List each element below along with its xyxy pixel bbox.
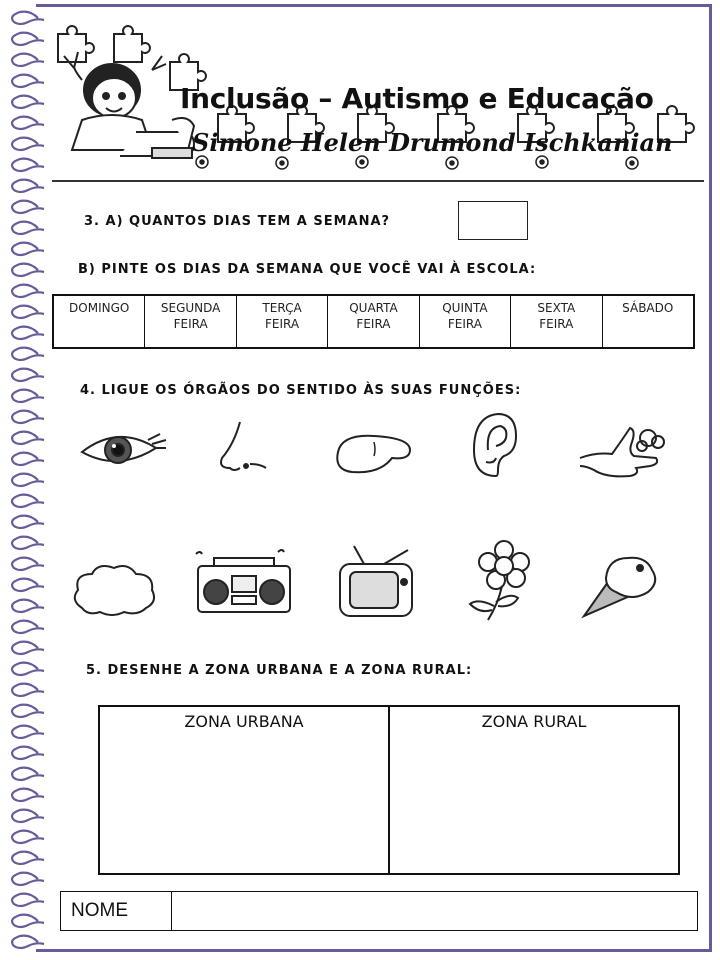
zones-table — [98, 705, 680, 875]
day-cell-sabado[interactable]: SÁBADO — [622, 301, 674, 315]
question-3a: 3. A) QUANTOS DIAS TEM A SEMANA? — [84, 214, 391, 229]
rural-zone-box[interactable] — [390, 707, 678, 873]
tongue-icon[interactable] — [332, 430, 416, 476]
urban-zone-box[interactable] — [100, 707, 390, 873]
flower-icon — [276, 157, 288, 169]
ear-icon[interactable] — [466, 410, 520, 482]
day-cell-sexta[interactable]: SEXTA FEIRA — [511, 296, 602, 347]
rural-zone-label: ZONA RURAL — [481, 712, 587, 731]
urban-zone-label: ZONA URBANA — [184, 712, 304, 731]
flower-icon — [626, 157, 638, 169]
week-days-table — [52, 294, 695, 349]
cloud-icon[interactable] — [68, 560, 160, 620]
question-3b: B) PINTE OS DIAS DA SEMANA QUE VOCÊ VAI À ESCOLA: — [78, 262, 537, 277]
header-title: Inclusão – Autismo e Educação — [180, 82, 654, 115]
day-cell-segunda[interactable]: SEGUNDA FEIRA — [145, 296, 236, 347]
flower-icon — [446, 157, 458, 169]
day-cell-quinta[interactable]: QUINTA FEIRA — [420, 296, 511, 347]
tv-icon[interactable] — [334, 542, 418, 622]
nose-icon[interactable] — [216, 420, 272, 474]
header-author: Simone Helen Drumond Ischkanian — [192, 128, 673, 157]
days-answer-box[interactable] — [458, 201, 528, 240]
question-4: 4. LIGUE OS ÓRGÃOS DO SENTIDO ÀS SUAS FUNÇÕES: — [80, 383, 522, 398]
day-cell-quarta[interactable]: QUARTA FEIRA — [328, 296, 419, 347]
header-banner — [52, 20, 704, 180]
puzzle-icon — [114, 26, 150, 62]
hand-icon[interactable] — [576, 422, 668, 482]
flower-icon — [536, 156, 548, 168]
name-label: NOME — [61, 892, 172, 930]
day-cell-domingo[interactable]: DOMINGO — [54, 296, 145, 347]
header-divider — [52, 170, 704, 182]
ice-cream-icon[interactable] — [580, 552, 662, 620]
eye-icon[interactable] — [78, 424, 170, 474]
flower-icon[interactable] — [458, 540, 538, 624]
name-field[interactable] — [172, 892, 697, 930]
radio-icon[interactable] — [192, 548, 296, 620]
flower-icon — [196, 156, 208, 168]
question-5: 5. DESENHE A ZONA URBANA E A ZONA RURAL: — [86, 663, 473, 678]
name-row — [60, 891, 698, 931]
flower-icon — [356, 156, 368, 168]
day-cell-terca[interactable]: TERÇA FEIRA — [237, 296, 328, 347]
